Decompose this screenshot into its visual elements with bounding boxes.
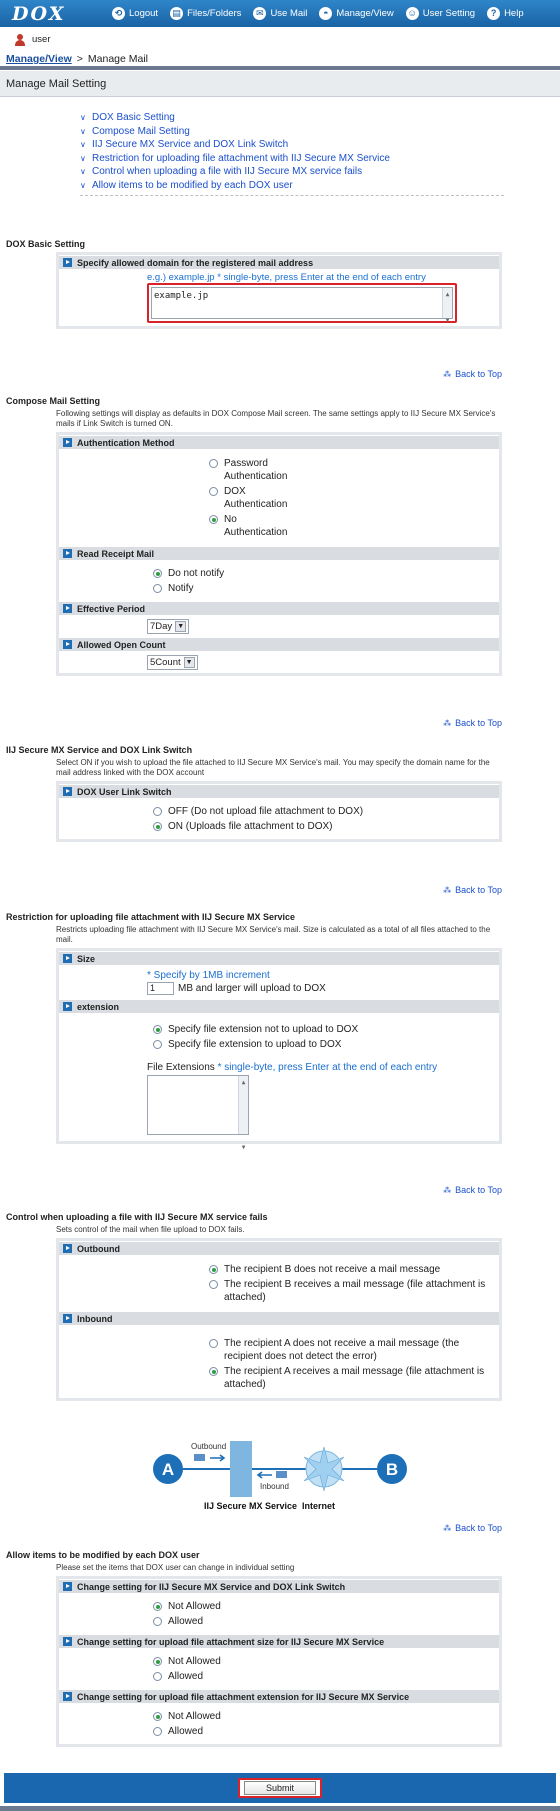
files-icon: ▤ <box>170 7 183 20</box>
toc-item[interactable]: ∨ DOX Basic Setting <box>80 112 175 124</box>
radio-password-auth[interactable]: Password Authentication <box>203 457 281 483</box>
triangle-right-icon <box>63 1002 72 1011</box>
row-head-effective-period: Effective Period <box>59 601 499 615</box>
control-panel <box>56 1238 502 1401</box>
textarea-scrollbar[interactable]: ▲ ▼ <box>238 1076 248 1134</box>
radio-allow-size-allowed[interactable]: Allowed <box>147 1670 499 1683</box>
chevron-down-icon: ∨ <box>80 180 86 190</box>
effective-period-select[interactable]: 7Day ▼ <box>147 619 189 634</box>
radio-circle <box>153 1617 162 1626</box>
row-head-allowed-domain: Specify allowed domain for the registered mail address <box>59 255 499 269</box>
toc-item[interactable]: ∨ Compose Mail Setting <box>80 125 190 137</box>
radio-circle-selected <box>153 1025 162 1034</box>
section-description: Sets control of the mail when file upload to DOX fails. <box>56 1225 245 1234</box>
row-head-size: Size <box>59 951 499 965</box>
row-head-outbound: Outbound <box>59 1241 499 1255</box>
outbound-mail-icon <box>194 1454 205 1461</box>
bottom-divider <box>0 1806 560 1811</box>
section-title: IIJ Secure MX Service and DOX Link Switch <box>6 745 193 755</box>
radio-circle-selected <box>153 1602 162 1611</box>
size-suffix: MB and larger will upload to DOX <box>178 983 326 994</box>
radio-outbound-receive[interactable]: The recipient B receives a mail message (file attachment is attached) <box>203 1278 489 1304</box>
section-title: Allow items to be modified by each DOX user <box>6 1550 200 1560</box>
arrows-up-icon: ⁂ <box>443 885 452 895</box>
triangle-right-icon <box>63 604 72 613</box>
mx-service-label: IIJ Secure MX Service <box>204 1501 298 1511</box>
user-icon <box>14 34 26 46</box>
radio-circle-selected <box>209 1265 218 1274</box>
row-head-extension: extension <box>59 999 499 1013</box>
textarea-scrollbar[interactable]: ▲ ▼ <box>442 288 452 318</box>
logout-icon: ⟲ <box>112 7 125 20</box>
user-bar <box>0 27 560 52</box>
help-icon: ? <box>487 7 500 20</box>
back-to-top-link[interactable]: ⁂ Back to Top <box>443 369 502 379</box>
triangle-right-icon <box>63 787 72 796</box>
section-description: Following settings will display as defaults in DOX Compose Mail screen. The same settings apply to IIJ Secure MX Service's mails if Link Switch is turned ON. <box>56 409 496 428</box>
back-to-top-link[interactable]: ⁂ Back to Top <box>443 1523 502 1533</box>
basic-panel <box>56 252 502 329</box>
compose-panel <box>56 432 502 676</box>
radio-no-auth[interactable]: No Authentication <box>203 513 281 539</box>
radio-circle <box>153 1040 162 1049</box>
nav-use-mail[interactable]: ✉ Use Mail <box>253 7 307 20</box>
triangle-right-icon <box>63 640 72 649</box>
nav-files-folders[interactable]: ▤ Files/Folders <box>170 7 241 20</box>
user-setting-icon: ☺ <box>407 8 417 18</box>
outbound-label: Outbound <box>191 1442 227 1451</box>
radio-circle-selected <box>209 515 218 524</box>
radio-circle-selected <box>209 1367 218 1376</box>
breadcrumb-separator: > <box>76 53 83 65</box>
row-head-read-receipt: Read Receipt Mail <box>59 546 499 560</box>
allowed-domain-textarea[interactable]: example.jp ▲ ▼ <box>151 287 453 319</box>
radio-circle <box>153 807 162 816</box>
radio-link-off[interactable]: OFF (Do not upload file attachment to DOX) <box>147 805 499 818</box>
triangle-right-icon <box>63 954 72 963</box>
chevron-down-icon: ∨ <box>80 126 86 136</box>
triangle-right-icon <box>63 1637 72 1646</box>
radio-circle-selected <box>153 822 162 831</box>
radio-ext-upload[interactable]: Specify file extension to upload to DOX <box>147 1038 499 1051</box>
nav-manage-view[interactable]: ◓ Manage/View <box>319 7 393 20</box>
radio-circle <box>209 1339 218 1348</box>
triangle-right-icon <box>63 258 72 267</box>
radio-allow-link-not-allowed[interactable]: Not Allowed <box>147 1600 499 1613</box>
triangle-right-icon <box>63 1244 72 1253</box>
radio-allow-ext-not-allowed[interactable]: Not Allowed <box>147 1710 499 1723</box>
radio-ext-not-upload[interactable]: Specify file extension not to upload to DOX <box>147 1023 499 1036</box>
inbound-mail-icon <box>276 1471 287 1478</box>
back-to-top-link[interactable]: ⁂ Back to Top <box>443 1185 502 1195</box>
toc-item[interactable]: ∨ IIJ Secure MX Service and DOX Link Switch <box>80 139 289 151</box>
internet-globe-icon <box>304 1447 344 1491</box>
breadcrumb <box>0 52 560 70</box>
radio-circle <box>209 487 218 496</box>
radio-inbound-no-receive[interactable]: The recipient A does not receive a mail message (the recipient does not detect the error) <box>203 1337 489 1363</box>
recipient-b-label: B <box>385 1460 399 1479</box>
mail-icon: ✉ <box>253 7 266 20</box>
section-description: Please set the items that DOX user can change in individual setting <box>56 1563 295 1572</box>
arrows-up-icon: ⁂ <box>443 718 452 728</box>
row-head-allow-link: Change setting for IIJ Secure MX Service and DOX Link Switch <box>59 1579 499 1593</box>
section-title: Control when uploading a file with IIJ Secure MX service fails <box>6 1212 268 1222</box>
page-title: Manage Mail Setting <box>0 71 560 97</box>
radio-circle-selected <box>153 1712 162 1721</box>
size-hint: * Specify by 1MB increment <box>147 970 270 981</box>
allow-panel <box>56 1576 502 1747</box>
table-of-contents <box>80 111 504 196</box>
footer-bar <box>4 1773 556 1803</box>
section-title: Restriction for uploading file attachment with IIJ Secure MX Service <box>6 912 296 922</box>
radio-allow-link-allowed[interactable]: Allowed <box>147 1615 499 1628</box>
outbound-arrow-icon <box>210 1455 224 1461</box>
radio-circle <box>153 1672 162 1681</box>
radio-inbound-receive[interactable]: The recipient A receives a mail message (file attachment is attached) <box>203 1365 489 1391</box>
triangle-right-icon <box>63 1314 72 1323</box>
toc-item[interactable]: ∨ Control when uploading a file with IIJ Secure MX service fails <box>80 166 363 178</box>
inbound-arrow-icon <box>258 1472 272 1478</box>
triangle-right-icon <box>63 1582 72 1591</box>
radio-link-on[interactable]: ON (Uploads file attachment to DOX) <box>147 820 499 833</box>
section-compose-mail <box>0 396 560 676</box>
file-extensions-hint: * single-byte, press Enter at the end of each entry <box>217 1062 438 1073</box>
section-allow-items <box>0 1550 560 1747</box>
radio-circle-selected <box>153 569 162 578</box>
user-name: user <box>32 34 51 45</box>
chevron-down-icon: ∨ <box>80 140 86 150</box>
triangle-right-icon <box>63 549 72 558</box>
section-title: DOX Basic Setting <box>6 239 86 249</box>
open-count-select[interactable]: 5Count ▼ <box>147 655 198 670</box>
back-to-top-link[interactable]: ⁂ Back to Top <box>443 885 502 895</box>
mail-flow-diagram <box>150 1437 410 1513</box>
section-restriction <box>0 912 560 1151</box>
size-input[interactable]: 1 <box>147 982 174 995</box>
chevron-down-icon: ∨ <box>80 113 86 123</box>
submit-button[interactable]: Submit <box>244 1781 316 1795</box>
arrows-up-icon: ⁂ <box>443 369 452 379</box>
dox-logo: DOX <box>12 2 66 25</box>
submit-highlight <box>238 1778 322 1798</box>
domain-hint: e.g.) example.jp * single-byte, press Enter at the end of each entry <box>147 272 426 283</box>
radio-do-not-notify[interactable]: Do not notify <box>147 567 499 580</box>
row-head-allow-size: Change setting for upload file attachment size for IIJ Secure MX Service <box>59 1634 499 1648</box>
back-to-top-link[interactable]: ⁂ Back to Top <box>443 718 502 728</box>
row-head-link-switch: DOX User Link Switch <box>59 784 499 798</box>
toc-item[interactable]: ∨ Allow items to be modified by each DOX user <box>80 179 293 191</box>
top-nav <box>0 0 560 27</box>
breadcrumb-manage-view-link[interactable]: Manage/View <box>6 53 72 65</box>
recipient-a-label: A <box>161 1460 175 1479</box>
file-extensions-textarea[interactable] <box>147 1075 249 1151</box>
chevron-down-icon: ∨ <box>80 153 86 163</box>
radio-circle <box>153 1727 162 1736</box>
section-link-switch <box>0 745 560 842</box>
breadcrumb-current: Manage Mail <box>87 53 149 65</box>
radio-outbound-no-receive[interactable]: The recipient B does not receive a mail message <box>203 1263 489 1276</box>
toc-item[interactable]: ∨ Restriction for uploading file attachment with IIJ Secure MX Service <box>80 152 390 164</box>
section-basic-setting <box>0 239 560 329</box>
nav-user-setting[interactable]: ☺ User Setting <box>407 8 476 19</box>
radio-circle <box>209 1280 218 1289</box>
section-title: Compose Mail Setting <box>6 396 101 406</box>
internet-label: Internet <box>302 1501 336 1511</box>
arrows-up-icon: ⁂ <box>443 1185 452 1195</box>
manage-icon: ◓ <box>319 7 332 20</box>
triangle-right-icon <box>63 438 72 447</box>
restrict-panel <box>56 948 502 1151</box>
nav-help[interactable]: ? Help <box>487 7 524 20</box>
radio-circle-selected <box>153 1657 162 1666</box>
triangle-right-icon <box>63 1692 72 1701</box>
row-head-open-count: Allowed Open Count <box>59 637 499 651</box>
row-head-auth: Authentication Method <box>59 435 499 449</box>
mx-server-rect <box>230 1441 252 1497</box>
file-extensions-label: File Extensions <box>147 1062 215 1073</box>
link-panel <box>56 781 502 842</box>
section-control <box>0 1212 560 1401</box>
radio-circle <box>209 459 218 468</box>
radio-dox-auth[interactable]: DOX Authentication <box>203 485 281 511</box>
row-head-allow-extension: Change setting for upload file attachment extension for IIJ Secure MX Service <box>59 1689 499 1703</box>
nav-logout[interactable]: ⟲ Logout <box>112 7 158 20</box>
inbound-label: Inbound <box>260 1482 289 1491</box>
section-description: Select ON if you wish to upload the file attached to IIJ Secure MX Service's mail. You may specify the domain name for the mail address linked with the DOX account <box>56 758 490 777</box>
radio-allow-size-not-allowed[interactable]: Not Allowed <box>147 1655 499 1668</box>
arrows-up-icon: ⁂ <box>443 1523 452 1533</box>
radio-notify[interactable]: Notify <box>147 582 499 595</box>
radio-allow-ext-allowed[interactable]: Allowed <box>147 1725 499 1738</box>
chevron-down-icon: ∨ <box>80 167 86 177</box>
section-description: Restricts uploading file attachment with IIJ Secure MX Service's mail. Size is calculated as a total of all files attached to the mail. <box>56 925 491 944</box>
row-head-inbound: Inbound <box>59 1311 499 1325</box>
chevron-down-icon: ▼ <box>175 621 186 632</box>
domain-field-highlight <box>147 283 457 323</box>
radio-circle <box>153 584 162 593</box>
chevron-down-icon: ▼ <box>184 657 195 668</box>
